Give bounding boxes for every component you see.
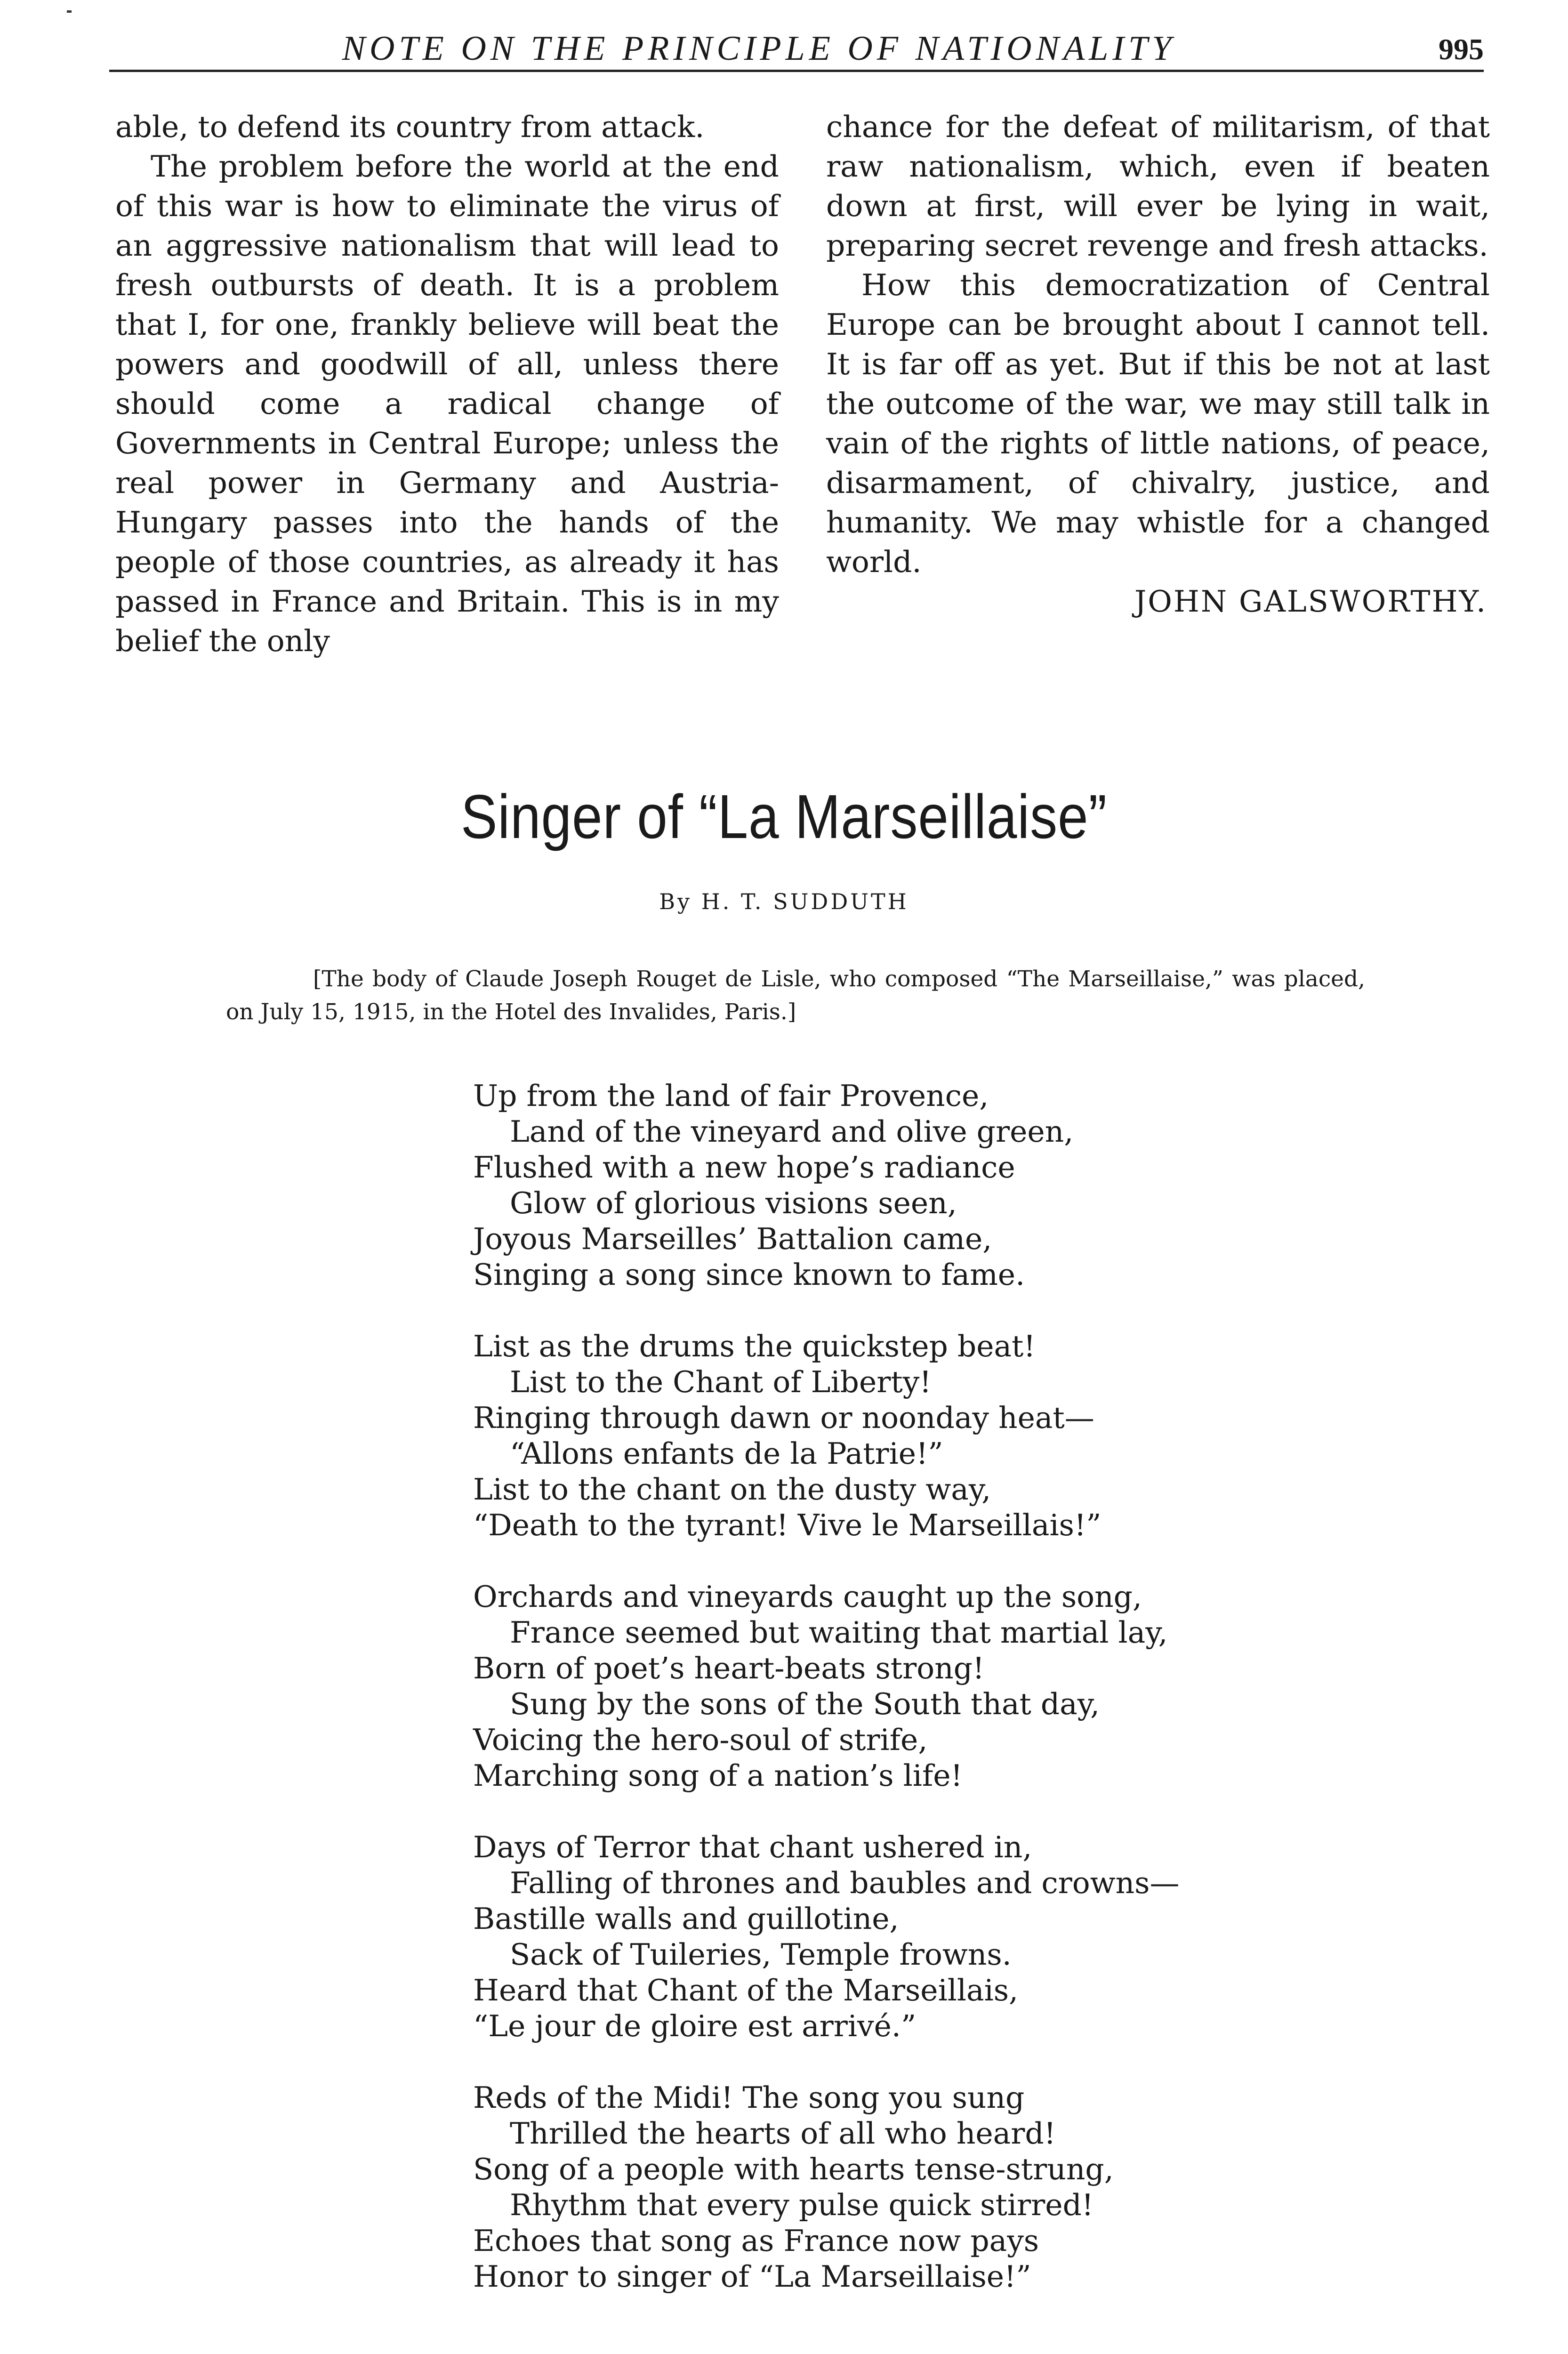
page-number: 995 [1439, 32, 1484, 66]
poem-line: Sack of Tuileries, Temple frowns. [510, 1937, 1012, 1972]
poem-line: Days of Terror that chant ushered in, [473, 1830, 1032, 1864]
running-title: NOTE ON THE PRINCIPLE OF NATIONALITY [342, 29, 1176, 68]
poem-line: Marching song of a nation’s life! [473, 1758, 963, 1793]
poem-line: Up from the land of fair Provence, [473, 1079, 989, 1113]
essay-paragraph: How this democratization of Central Europe can be brought about I cannot tell. It is far off as yet. But if this be not at last the outcome of the war, we may still talk in vain of the rights of little nations, of peace, disarmament, of chivalry, justice, and humanity. We may whistle for a changed world. [826, 268, 1490, 579]
poem-line: “Death to the tyrant! Vive le Marseillais!” [473, 1508, 1102, 1542]
essay-paragraph: chance for the defeat of militarism, of that raw nationalism, which, even if beaten down at first, will ever be lying in wait, preparing secret revenge and fresh attacks. [826, 110, 1490, 263]
poem-line: Heard that Chant of the Marseillais, [473, 1973, 1019, 2007]
poem-line: Glow of glorious visions seen, [510, 1186, 957, 1220]
poem-line: Singing a song since known to fame. [473, 1258, 1025, 1292]
poem-headnote-text: [The body of Claude Joseph Rouget de Lisle, who composed “The Marseillaise,” was placed, on July 15, 1915, in the Hotel des Invalides, Paris.] [226, 966, 1365, 1025]
poem-line: Ringing through dawn or noonday heat— [473, 1401, 1094, 1435]
poem-line: Bastille walls and guillotine, [473, 1902, 899, 1936]
poem-line: Honor to singer of “La Marseillaise!” [473, 2259, 1031, 2294]
poem-line: Born of poet’s heart-beats strong! [473, 1651, 985, 1685]
poem-line: “Le jour de gloire est arrivé.” [473, 2009, 917, 2043]
poem-line: Flushed with a new hope’s radiance [473, 1150, 1015, 1185]
essay-right-column [826, 107, 1490, 621]
poem-line: List to the chant on the dusty way, [473, 1472, 991, 1507]
poem-line: Echoes that song as France now pays [473, 2224, 1039, 2258]
poem-line: Land of the vineyard and olive green, [510, 1114, 1074, 1149]
poem-headnote [226, 963, 1365, 1029]
poem-line: Voicing the hero-soul of strife, [473, 1723, 928, 1757]
poem-line: Joyous Marseilles’ Battalion came, [473, 1222, 992, 1256]
poem-stanza [473, 1078, 1415, 1293]
running-header [109, 24, 1484, 72]
poem-title: Singer of “La Marseillaise” [460, 782, 1108, 851]
poem-line: Reds of the Midi! The song you sung [473, 2080, 1025, 2115]
poem-stanza [473, 2080, 1415, 2295]
essay-signature: JOHN GALSWORTHY. [1134, 584, 1487, 619]
poem-stanza [473, 1329, 1415, 1543]
poem-line: List to the Chant of Liberty! [510, 1365, 932, 1399]
poem-stanza [473, 1830, 1415, 2044]
poem-line: Sung by the sons of the South that day, [510, 1687, 1100, 1721]
poem-line: List as the drums the quickstep beat! [473, 1329, 1036, 1363]
poem-body [473, 1078, 1415, 2330]
poem-byline: By H. T. SUDDUTH [659, 889, 909, 914]
poem-line: Thrilled the hearts of all who heard! [510, 2116, 1056, 2151]
essay-paragraph: able, to defend its country from attack. [115, 110, 705, 144]
poem-line: Rhythm that every pulse quick stirred! [510, 2188, 1094, 2222]
poem-line: Song of a people with hearts tense-strung, [473, 2152, 1114, 2186]
poem-stanza [473, 1579, 1415, 1794]
poem-line: France seemed but waiting that martial lay, [510, 1615, 1168, 1650]
poem-line: Falling of thrones and baubles and crowns— [510, 1866, 1180, 1900]
essay-paragraph: The problem before the world at the end of this war is how to eliminate the virus of an aggressive nationalism that will lead to fresh outbursts of death. It is a problem that I, for one, frankly believe will beat the powers and goodwill of all, unless there should come a radical change of Governments in Central Europe; unless the real power in Germany and Austria-Hungary passes into the hands of the people of those countries, as already it has passed in France and Britain. This is in my belief the only [115, 149, 779, 658]
poem-line: Orchards and vineyards caught up the song, [473, 1580, 1142, 1614]
page-mark [67, 10, 72, 13]
poem-line: “Allons enfants de la Patrie!” [510, 1436, 943, 1471]
essay-left-column [115, 107, 779, 661]
